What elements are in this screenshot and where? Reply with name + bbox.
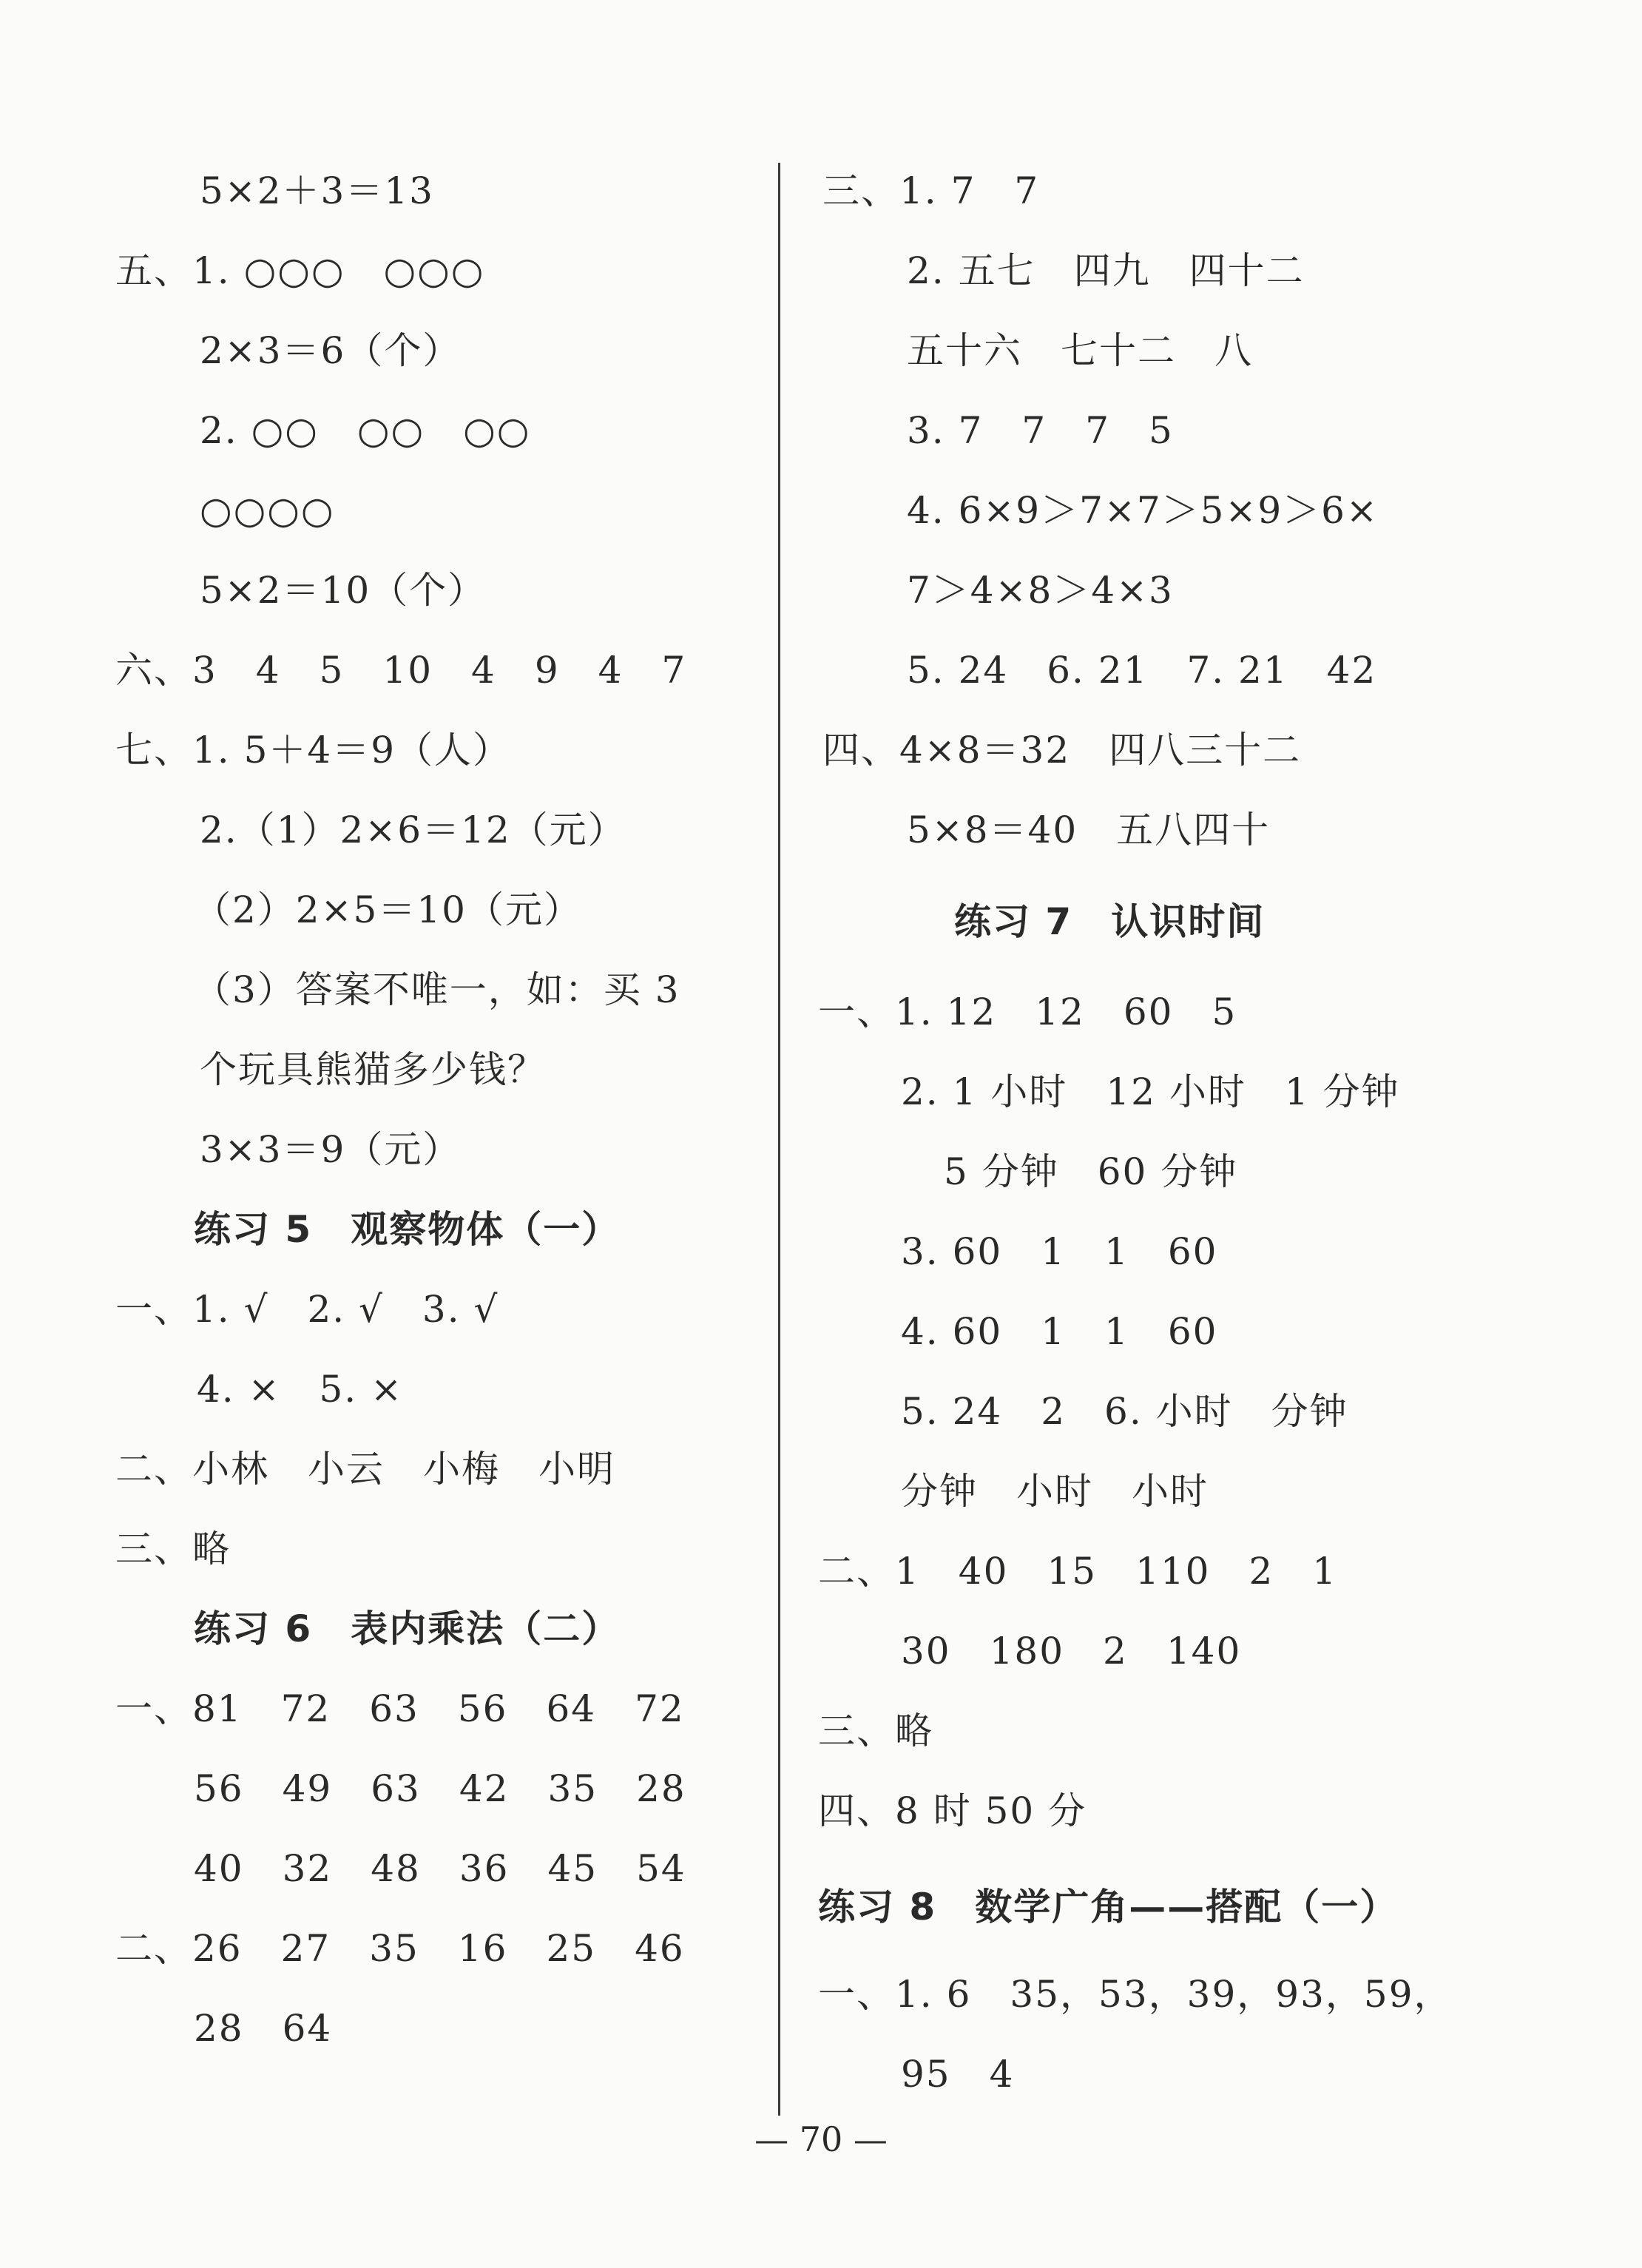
left-line-04: 2. ○○ ○○ ○○ <box>200 409 531 452</box>
left-line-15: 一、1. √ 2. √ 3. √ <box>115 1288 499 1331</box>
left-line-09: 2.（1）2×6＝12（元） <box>200 809 626 851</box>
left-line-13: 3×3＝9（元） <box>200 1128 462 1171</box>
right-line-06: 7＞4×8＞4×3 <box>907 569 1174 612</box>
section-heading-exercise-5: 练习 5 观察物体（一） <box>194 1208 621 1251</box>
right-line-11: 一、1. 12 12 60 5 <box>818 990 1237 1033</box>
left-line-06: 5×2＝10（个） <box>200 569 487 612</box>
right-line-02: 2. 五七 四九 四十二 <box>907 249 1305 292</box>
left-line-23: 二、26 27 35 16 25 46 <box>115 1927 685 1970</box>
left-line-24: 28 64 <box>194 2007 333 2050</box>
right-line-18: 二、1 40 15 110 2 1 <box>818 1550 1338 1593</box>
right-line-19: 30 180 2 140 <box>901 1630 1242 1673</box>
section-heading-exercise-6: 练习 6 表内乘法（二） <box>194 1607 621 1650</box>
right-line-24: 95 4 <box>901 2053 1015 2096</box>
section-heading-exercise-7: 练习 7 认识时间 <box>954 900 1266 943</box>
left-line-22: 40 32 48 36 45 54 <box>194 1847 686 1890</box>
left-line-16: 4. × 5. × <box>197 1368 403 1411</box>
left-line-12: 个玩具熊猫多少钱？ <box>200 1048 546 1091</box>
right-line-13: 5 分钟 60 分钟 <box>944 1150 1238 1193</box>
right-line-01: 三、1. 7 7 <box>822 169 1040 212</box>
right-line-05: 4. 6×9＞7×7＞5×9＞6× <box>907 489 1379 532</box>
left-line-17: 二、小林 小云 小梅 小明 <box>115 1448 615 1491</box>
right-line-15: 4. 60 1 1 60 <box>901 1310 1218 1353</box>
right-line-14: 3. 60 1 1 60 <box>901 1230 1218 1273</box>
left-line-21: 56 49 63 42 35 28 <box>194 1767 686 1810</box>
right-line-09: 5×8＝40 五八四十 <box>907 809 1271 851</box>
right-line-04: 3. 7 7 7 5 <box>907 409 1174 452</box>
left-line-10: （2）2×5＝10（元） <box>194 888 582 931</box>
right-line-21: 四、8 时 50 分 <box>818 1789 1087 1832</box>
right-line-07: 5. 24 6. 21 7. 21 42 <box>907 649 1377 692</box>
page-number: — 70 — <box>754 2119 888 2159</box>
left-line-20: 一、81 72 63 56 64 72 <box>115 1687 685 1730</box>
left-line-03: 2×3＝6（个） <box>200 329 462 372</box>
left-line-01: 5×2＋3＝13 <box>200 169 434 212</box>
right-line-03: 五十六 七十二 八 <box>907 329 1253 372</box>
left-line-11: （3）答案不唯一，如：买 3 <box>194 968 680 1011</box>
right-line-20: 三、略 <box>818 1710 933 1752</box>
left-line-07: 六、3 4 5 10 4 9 4 7 <box>115 649 687 692</box>
right-line-23: 一、1. 6 35，53，39，93，59， <box>818 1973 1453 2016</box>
left-line-08: 七、1. 5＋4＝9（人） <box>115 729 512 772</box>
left-line-05: ○○○○ <box>200 489 335 532</box>
right-line-16: 5. 24 2 6. 小时 分钟 <box>901 1390 1348 1433</box>
right-line-17: 分钟 小时 小时 <box>901 1470 1209 1513</box>
column-divider <box>778 163 780 2116</box>
left-line-02: 五、1. ○○○ ○○○ <box>115 249 485 292</box>
section-heading-exercise-8: 练习 8 数学广角——搭配（一） <box>818 1886 1399 1928</box>
right-line-12: 2. 1 小时 12 小时 1 分钟 <box>901 1070 1400 1113</box>
left-line-18: 三、略 <box>115 1528 231 1570</box>
right-line-08: 四、4×8＝32 四八三十二 <box>822 729 1302 772</box>
